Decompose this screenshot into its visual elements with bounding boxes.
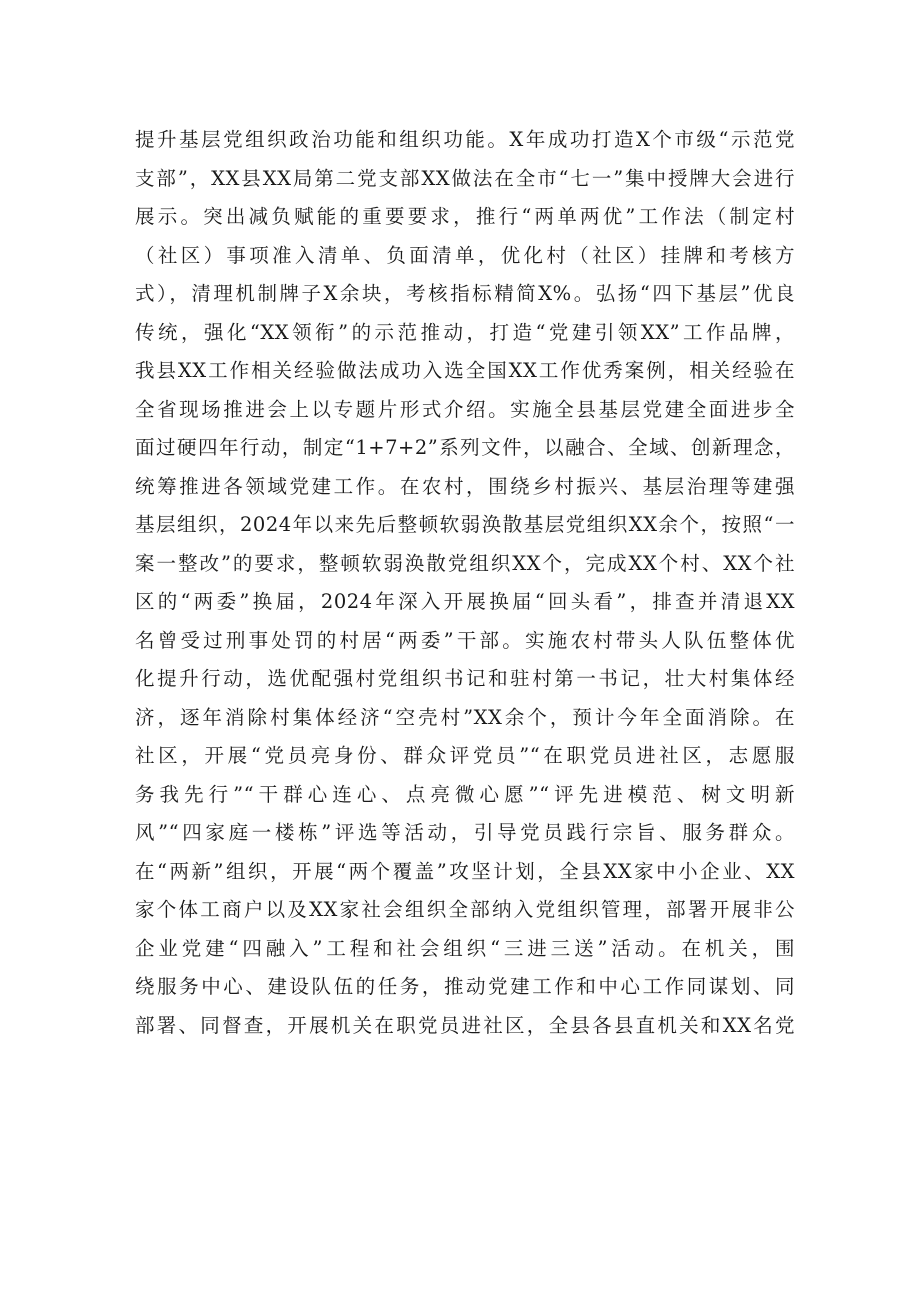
text-line-21: 家个体工商户以及XX家社会组织全部纳入党组织管理，部署开展非公 — [135, 898, 795, 921]
text-line-4: （社区）事项准入清单、负面清单，优化村（社区）挂牌和考核方 — [135, 243, 795, 267]
text-line-15: 化提升行动，选优配强村党组织书记和驻村第一书记，壮大村集体经 — [135, 667, 795, 690]
text-line-17: 社区，开展“党员亮身份、群众评党员”“在职党员进社区，志愿服 — [135, 744, 795, 767]
text-line-10: 统筹推进各领域党建工作。在农村，围绕乡村振兴、基层治理等建强 — [135, 474, 795, 498]
text-line-12: 案一整改”的要求，整顿软弱涣散党组织XX个，完成XX个村、XX个社 — [135, 551, 795, 575]
text-line-7: 我县XX工作相关经验做法成功入选全国XX工作优秀案例，相关经验在 — [135, 359, 795, 382]
text-line-20: 在“两新”组织，开展“两个覆盖”攻坚计划，全县XX家中小企业、XX — [135, 859, 795, 883]
text-line-9: 面过硬四年行动，制定“1+7+2”系列文件，以融合、全域、创新理念， — [135, 436, 795, 459]
body-paragraph — [135, 121, 795, 1045]
text-line-6: 传统，强化“XX领衔”的示范推动，打造“党建引领XX”工作品牌， — [135, 320, 795, 344]
text-line-23: 绕服务中心、建设队伍的任务，推动党建工作和中心工作同谋划、同 — [135, 975, 795, 998]
text-line-22: 企业党建“四融入”工程和社会组织“三进三送”活动。在机关，围 — [135, 936, 795, 960]
text-line-11: 基层组织，2024年以来先后整顿软弱涣散基层党组织XX余个，按照“一 — [135, 513, 795, 536]
text-line-1: 提升基层党组织政治功能和组织功能。X年成功打造X个市级“示范党 — [135, 128, 795, 151]
text-line-14: 名曾受过刑事处罚的村居“两委”干部。实施农村带头人队伍整体优 — [135, 628, 795, 652]
text-line-19: 风”“四家庭一楼栋”评选等活动，引导党员践行宗旨、服务群众。 — [135, 821, 795, 844]
text-line-8: 全省现场推进会上以专题片形式介绍。实施全县基层党建全面进步全 — [135, 397, 795, 421]
text-line-2: 支部”，XX县XX局第二党支部XX做法在全市“七一”集中授牌大会进行 — [135, 166, 795, 190]
text-line-5: 式），清理机制牌子X余块，考核指标精简X%。弘扬“四下基层”优良 — [135, 282, 795, 305]
text-line-3: 展示。突出减负赋能的重要要求，推行“两单两优”工作法（制定村 — [135, 205, 795, 228]
text-line-16: 济，逐年消除村集体经济“空壳村”XX余个，预计今年全面消除。在 — [135, 705, 795, 729]
text-line-13: 区的“两委”换届，2024年深入开展换届“回头看”，排查并清退XX — [135, 590, 795, 613]
text-line-18: 务我先行”“干群心连心、点亮微心愿”“评先进模范、树文明新 — [135, 782, 795, 806]
text-line-24: 部署、同督查，开展机关在职党员进社区，全县各县直机关和XX名党 — [135, 1013, 795, 1037]
